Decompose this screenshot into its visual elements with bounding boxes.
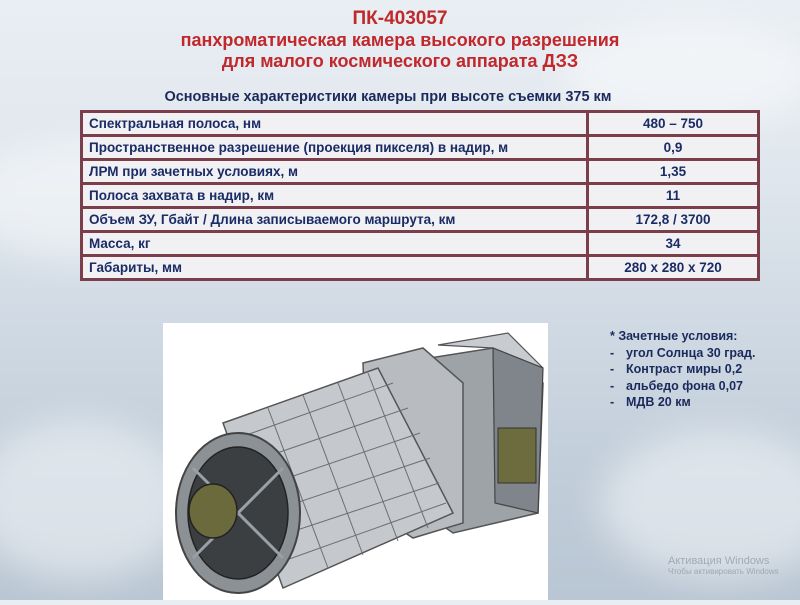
table-row xyxy=(82,184,759,208)
spec-value: 280 х 280 х 720 xyxy=(588,256,759,280)
table-caption: Основные характеристики камеры при высоте съемки 375 км xyxy=(164,89,612,105)
spec-name: Масса, кг xyxy=(82,232,588,256)
background-cloud xyxy=(0,420,190,580)
spec-name: Объем ЗУ, Гбайт / Длина записываемого маршрута, км xyxy=(82,208,588,232)
spec-value: 34 xyxy=(588,232,759,256)
camera-render-image xyxy=(163,323,548,600)
spec-name: Спектральная полоса, нм xyxy=(82,112,588,136)
table-row xyxy=(82,232,759,256)
watermark-line-2: Чтобы активировать Windows xyxy=(668,567,779,576)
spec-value: 480 – 750 xyxy=(588,112,759,136)
spec-name: Полоса захвата в надир, км xyxy=(82,184,588,208)
table-row xyxy=(82,136,759,160)
title-line-1: ПК-403057 xyxy=(352,8,448,29)
test-conditions-note xyxy=(610,328,755,411)
list-item: - МДВ 20 км xyxy=(610,394,755,411)
table-row xyxy=(82,112,759,136)
spec-name: Габариты, мм xyxy=(82,256,588,280)
spec-value: 0,9 xyxy=(588,136,759,160)
list-item: - альбедо фона 0,07 xyxy=(610,378,755,395)
spec-table xyxy=(80,110,760,281)
spec-value: 172,8 / 3700 xyxy=(588,208,759,232)
title-line-3: для малого космического аппарата ДЗЗ xyxy=(221,51,579,71)
title-line-2: панхроматическая камера высокого разрешения xyxy=(180,30,620,50)
list-item: - Контраст миры 0,2 xyxy=(610,361,755,378)
watermark-line-1: Активация Windows xyxy=(668,555,770,567)
table-row xyxy=(82,160,759,184)
spec-value: 11 xyxy=(588,184,759,208)
spec-name: ЛРМ при зачетных условиях, м xyxy=(82,160,588,184)
slide-title xyxy=(0,8,800,72)
activation-watermark xyxy=(668,555,779,576)
table-row xyxy=(82,208,759,232)
notes-heading: * Зачетные условия: xyxy=(610,329,738,343)
camera-illustration xyxy=(163,323,548,600)
spec-value: 1,35 xyxy=(588,160,759,184)
table-row xyxy=(82,256,759,280)
notes-list xyxy=(610,345,755,411)
list-item: - угол Солнца 30 град. xyxy=(610,345,755,362)
spec-name: Пространственное разрешение (проекция пикселя) в надир, м xyxy=(82,136,588,160)
